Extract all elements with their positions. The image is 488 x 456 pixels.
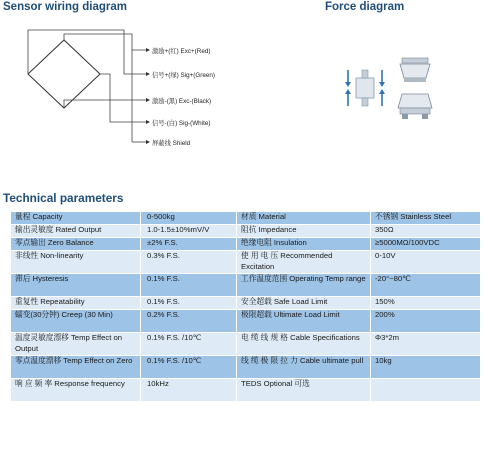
- bridge-diamond: [28, 40, 100, 108]
- table-row: [11, 225, 481, 238]
- table-cell: TEDS Optional 可选: [237, 379, 371, 402]
- table-cell: 线 缆 极 限 拉 力 Cable ultimate pull: [237, 356, 371, 379]
- table-cell: 350Ω: [371, 225, 481, 238]
- wire-label-shield: 屏蔽线 Shield: [152, 140, 191, 147]
- table-row: [11, 251, 481, 274]
- table-cell: 200%: [371, 310, 481, 333]
- force-diagram-heading: Force diagram: [325, 1, 405, 13]
- table-cell: 工作温度范围 Operating Temp range: [237, 274, 371, 297]
- table-cell: 零点输出 Zero Balance: [11, 238, 141, 251]
- force-sensor-bottom: [398, 94, 432, 119]
- table-row: [11, 379, 481, 402]
- table-cell: 0.1% F.S.: [141, 297, 237, 310]
- wire-label-exc-minus: 激励-(黑) Exc-(Black): [152, 98, 212, 105]
- table-cell: 电 缆 线 规 格 Cable Specifications: [237, 333, 371, 356]
- wire-exc-plus: [64, 34, 146, 50]
- table-cell: 输出灵敏度 Rated Output: [11, 225, 141, 238]
- table-cell: 0-500kg: [141, 212, 237, 225]
- table-cell: 材质 Material: [237, 212, 371, 225]
- table-cell: 滞后 Hysteresis: [11, 274, 141, 297]
- table-cell: 极限超载 Ultimate Load Limit: [237, 310, 371, 333]
- table-row: [11, 356, 481, 379]
- table-cell: 0.1% F.S.: [141, 274, 237, 297]
- parameters-table: [10, 211, 481, 402]
- table-cell: 0-10V: [371, 251, 481, 274]
- table-cell: 温度灵敏度漂移 Temp Effect on Output: [11, 333, 141, 356]
- table-cell: 量程 Capacity: [11, 212, 141, 225]
- table-cell: Φ3*2m: [371, 333, 481, 356]
- table-cell: 0.1% F.S. /10℃: [141, 356, 237, 379]
- technical-parameters-heading: Technical parameters: [3, 191, 124, 205]
- table-cell: 蠕变(30分钟) Creep (30 Min): [11, 310, 141, 333]
- table-row: [11, 297, 481, 310]
- force-diagram: [340, 56, 440, 122]
- table-cell: 0.1% F.S. /10℃: [141, 333, 237, 356]
- table-cell: 0.2% F.S.: [141, 310, 237, 333]
- wire-label-sig-minus: 信号-(白) Sig-(White): [152, 120, 211, 127]
- table-cell: 10kg: [371, 356, 481, 379]
- wiring-diagram-heading: Sensor wiring diagram: [3, 1, 127, 13]
- table-cell: 1.0-1.5±10%mV/V: [141, 225, 237, 238]
- table-cell: 安全超载 Safe Load Limit: [237, 297, 371, 310]
- table-cell: 绝缘电阻 Insulation: [237, 238, 371, 251]
- table-row: [11, 333, 481, 356]
- wire-sig-minus: [100, 74, 146, 122]
- wire-label-exc-plus: 激励+(红) Exc+(Red): [152, 48, 211, 55]
- table-row: [11, 310, 481, 333]
- table-cell: 10kHz: [141, 379, 237, 402]
- wire-exc-minus: [64, 100, 146, 108]
- table-cell: 零点温度漂移 Temp Effect on Zero: [11, 356, 141, 379]
- table-cell: -20°~80℃: [371, 274, 481, 297]
- table-row: [11, 212, 481, 225]
- force-sensor-small: [345, 70, 385, 106]
- table-cell: 不锈钢 Stainless Steel: [371, 212, 481, 225]
- table-cell: 响 应 频 率 Response frequency: [11, 379, 141, 402]
- table-cell: ≥5000MΩ/100VDC: [371, 238, 481, 251]
- table-cell: 阻抗 Impedance: [237, 225, 371, 238]
- table-cell: 非线性 Non-linearity: [11, 251, 141, 274]
- table-cell: ±2% F.S.: [141, 238, 237, 251]
- wire-label-sig-plus: 信号+(绿) Sig+(Green): [152, 72, 215, 79]
- wiring-diagram: [14, 26, 264, 154]
- table-row: [11, 238, 481, 251]
- table-cell: 150%: [371, 297, 481, 310]
- table-cell: 0.3% F.S.: [141, 251, 237, 274]
- table-cell: [371, 379, 481, 402]
- force-sensor-top: [400, 58, 430, 82]
- table-cell: 重复性 Repeatability: [11, 297, 141, 310]
- table-cell: 使 用 电 压 Recommended Excitation: [237, 251, 371, 274]
- wire-sig-plus: [28, 30, 146, 74]
- table-row: [11, 274, 481, 297]
